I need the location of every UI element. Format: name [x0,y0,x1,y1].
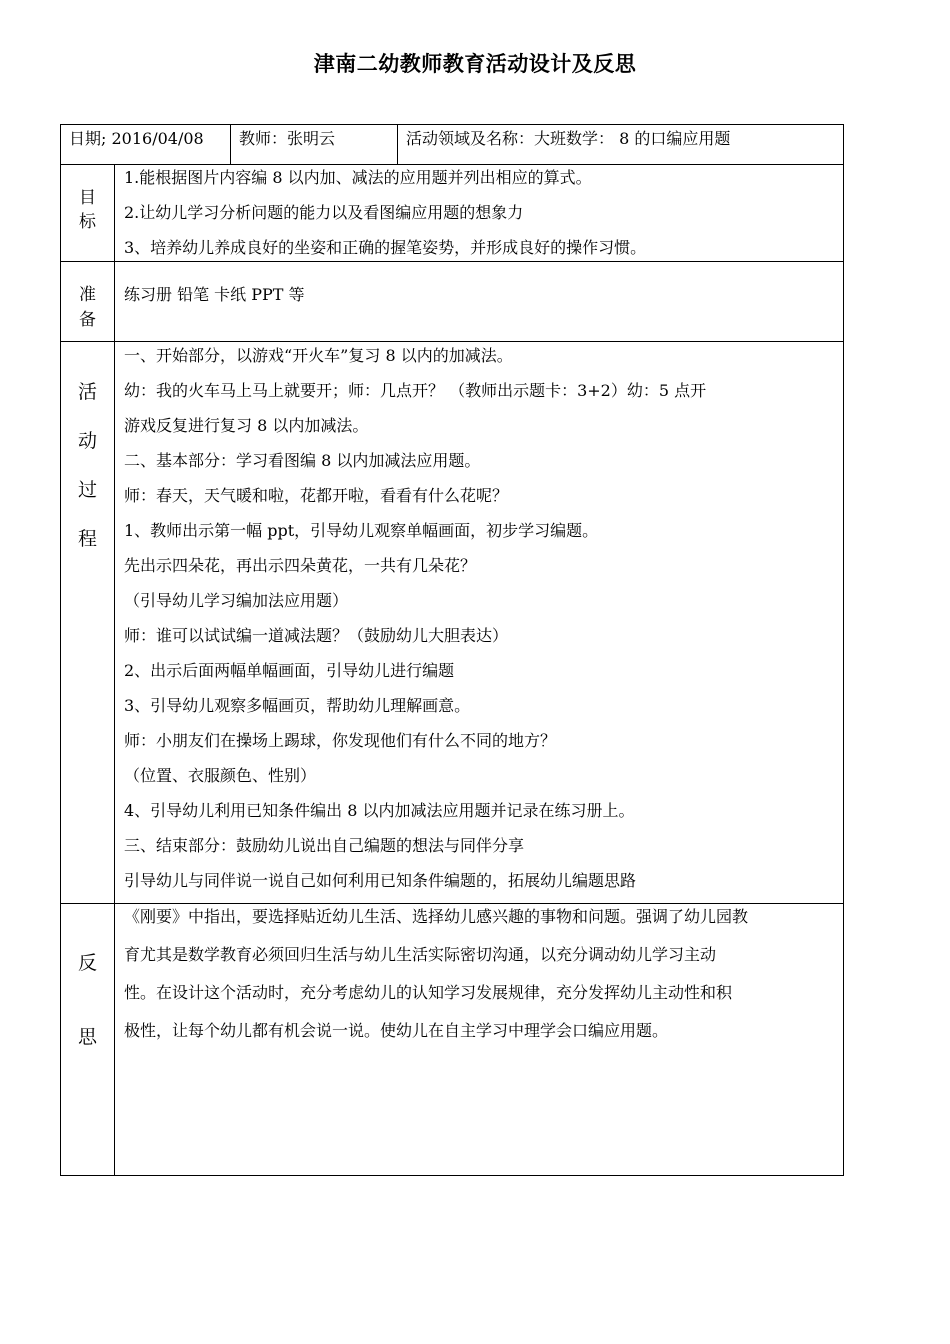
process-line: 师：小朋友们在操场上踢球，你发现他们有什么不同的地方？ [124,731,557,750]
process-line: 师：谁可以试试编一道减法题？（鼓励幼儿大胆表达） [124,626,509,645]
process-line: 游戏反复进行复习 8 以内加减法。 [124,416,369,435]
process-line: （位置、衣服颜色、性别） [124,766,317,785]
preparation-content [115,262,843,341]
process-row [60,342,844,904]
process-line: 引导幼儿与同伴说一说自己如何利用已知条件编题的，拓展幼儿编题思路 [124,871,637,890]
reflection-line: 《刚要》中指出，要选择贴近幼儿生活、选择幼儿感兴趣的事物和问题。强调了幼儿园教 [124,907,749,926]
process-line: 3、引导幼儿观察多幅画页，帮助幼儿理解画意。 [124,696,471,715]
process-line: 先出示四朵花，再出示四朵黄花，一共有几朵花？ [124,556,477,575]
process-line: 幼：我的火车马上马上就要开；师：几点开？ （教师出示题卡：3+2）幼：5 点开 [124,381,707,400]
reflection-line: 育尤其是数学教育必须回归生活与幼儿生活实际密切沟通，以充分调动幼儿学习主动 [124,945,717,964]
goals-label: 目 标 [61,165,115,261]
page-title: 津南二幼教师教育活动设计及反思 [313,51,637,76]
teacher-cell: 教师：张明云 [231,125,398,164]
header-row [60,124,844,165]
goals-row [60,165,844,262]
date-cell: 日期; 2016/04/08 [61,125,231,164]
process-line: 4、引导幼儿利用已知条件编出 8 以内加减法应用题并记录在练习册上。 [124,801,635,820]
process-line: 师：春天，天气暖和啦，花都开啦，看看有什么花呢？ [124,486,509,505]
reflection-content [115,904,843,1175]
process-line: 1、教师出示第一幅 ppt，引导幼儿观察单幅画面，初步学习编题。 [124,521,599,540]
preparation-text: 练习册 铅笔 卡纸 PPT 等 [124,285,305,304]
goals-content [115,165,843,261]
process-line: 2、出示后面两幅单幅画面，引导幼儿进行编题 [124,661,455,680]
reflection-line: 极性，让每个幼儿都有机会说一说。使幼儿在自主学习中理学会口编应用题。 [124,1021,669,1040]
goal-item: 3、培养幼儿养成良好的坐姿和正确的握笔姿势，并形成良好的操作习惯。 [124,238,647,257]
process-line: 三、结束部分：鼓励幼儿说出自己编题的想法与同伴分享 [124,836,525,855]
activity-cell: 活动领域及名称：大班数学： 8 的口编应用题 [406,129,731,148]
preparation-label: 准 备 [61,262,115,341]
reflection-line: 性。在设计这个活动时，充分考虑幼儿的认知学习发展规律，充分发挥幼儿主动性和积 [124,983,733,1002]
reflection-label: 反 思 [61,904,115,1175]
process-line: 二、基本部分：学习看图编 8 以内加减法应用题。 [124,451,481,470]
reflection-row [60,904,844,1176]
preparation-row [60,262,844,342]
process-label: 活 动 过 程 [61,342,115,903]
goal-item: 2.让幼儿学习分析问题的能力以及看图编应用题的想象力 [124,203,524,222]
process-line: （引导幼儿学习编加法应用题） [124,591,349,610]
process-line: 一、开始部分，以游戏“开火车”复习 8 以内的加减法。 [124,346,513,365]
goal-item: 1.能根据图片内容编 8 以内加、减法的应用题并列出相应的算式。 [124,168,592,187]
process-content [115,342,843,903]
